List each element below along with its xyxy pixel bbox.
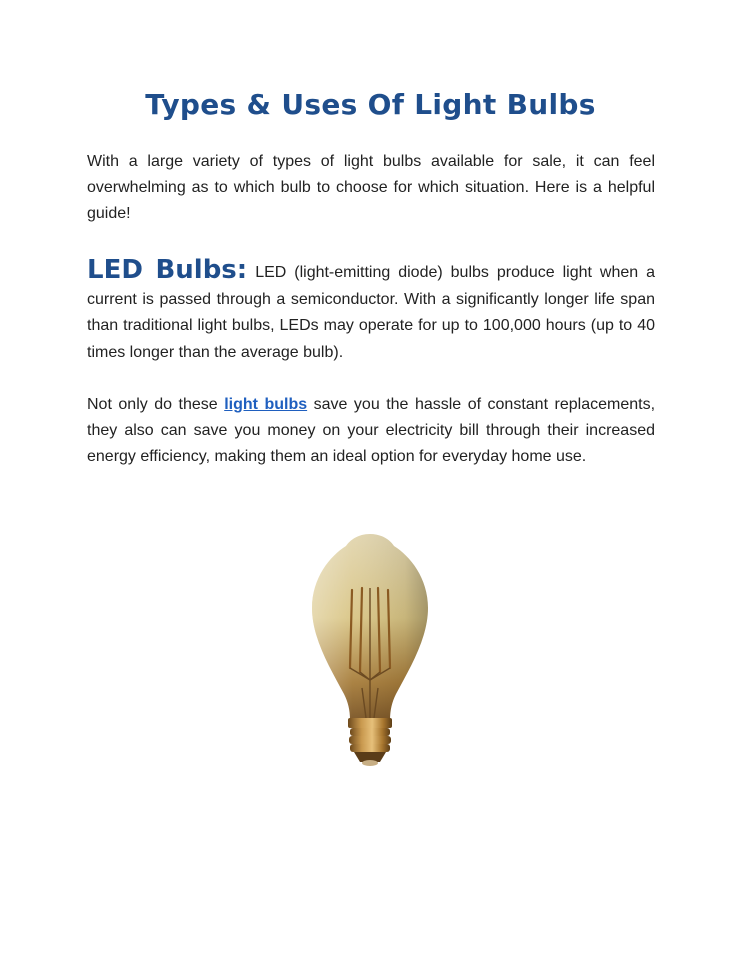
led-description: LED (light-emitting diode) bulbs produce light when a current is passed through a semiconductor. With a significantly longer life span than traditional light bulbs, LEDs may operate for up to 100,000 hours (up to 40 times longer than the average bulb).: [87, 264, 655, 361]
led-section-heading: LED Bulbs:: [87, 255, 248, 285]
page-title: Types & Uses Of Light Bulbs: [145, 88, 596, 121]
edison-bulb-image: [300, 528, 440, 768]
bulb-screw-base: [348, 718, 392, 766]
led-paragraph: [87, 257, 655, 366]
benefits-text-before: Not only do these: [87, 396, 225, 413]
benefits-text-after: save you the hassle of constant replacements, they also can save you money on your electricity bill through their increased energy efficiency, making them an ideal option for everyday home use.: [87, 396, 656, 465]
intro-paragraph: With a large variety of types of light bulbs available for sale, it can feel overwhelming as to which bulb to choose for which situation. Here is a helpful guide!: [87, 153, 655, 222]
benefits-paragraph: [87, 392, 655, 470]
light-bulbs-link[interactable]: light bulbs: [224, 396, 308, 413]
